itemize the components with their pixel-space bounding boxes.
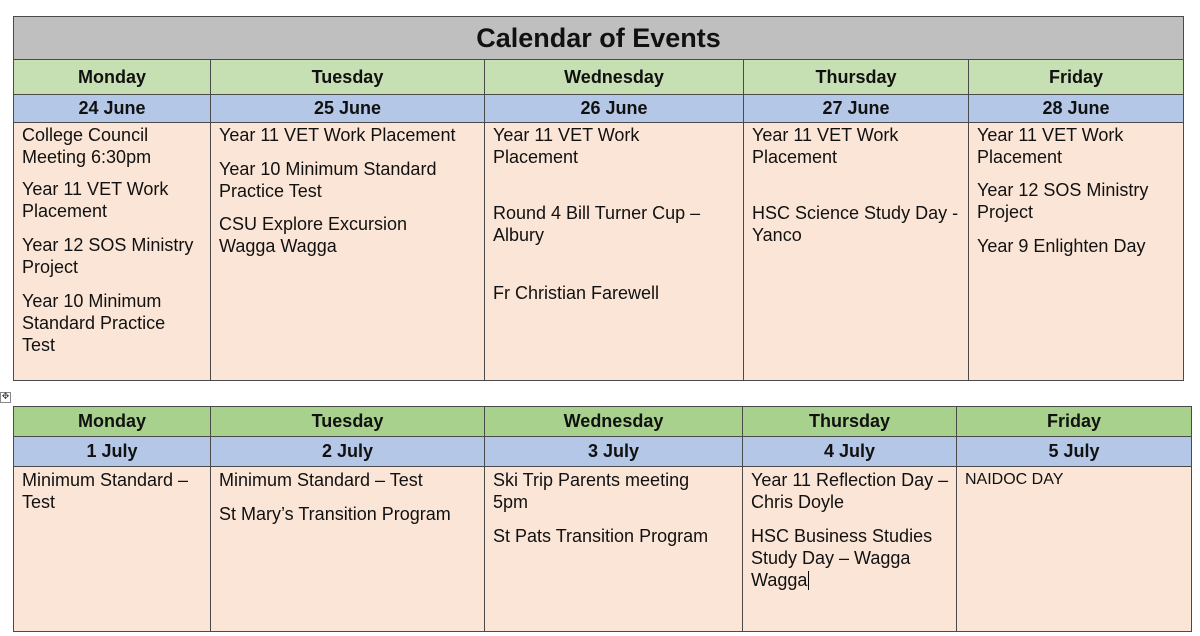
event-item: Year 10 Minimum Standard Practice Test: [219, 159, 437, 201]
move-arrows-icon[interactable]: ✥: [1, 392, 10, 402]
day-header-thursday: Thursday: [744, 60, 969, 95]
date-header-row: [14, 95, 1184, 123]
event-item: Minimum Standard – Test: [22, 470, 189, 512]
date-header-row: [14, 437, 1192, 467]
event-item-with-caret: [751, 525, 946, 591]
events-cell-thursday[interactable]: [744, 123, 969, 381]
event-item: Year 12 SOS Ministry Project: [22, 235, 194, 277]
day-header-row: [14, 60, 1184, 95]
date-header-thursday: 4 July: [743, 437, 957, 467]
date-header-wednesday: 3 July: [485, 437, 743, 467]
event-item: St Pats Transition Program: [493, 526, 709, 546]
calendar-title: Calendar of Events: [14, 17, 1184, 60]
day-header-thursday: Thursday: [743, 407, 957, 437]
events-cell-tuesday[interactable]: [211, 467, 485, 632]
day-header-friday: Friday: [969, 60, 1184, 95]
event-item: Year 11 Reflection Day – Chris Doyle: [751, 470, 949, 512]
event-item: Year 10 Minimum Standard Practice Test: [22, 291, 166, 355]
text-cursor: [808, 571, 809, 590]
day-header-tuesday: Tuesday: [211, 407, 485, 437]
calendar-table-week1: [13, 16, 1184, 381]
events-cell-tuesday[interactable]: [211, 123, 485, 381]
day-header-tuesday: Tuesday: [211, 60, 485, 95]
date-header-tuesday: 25 June: [211, 95, 485, 123]
events-cell-friday[interactable]: [957, 467, 1192, 632]
event-item: Year 11 VET Work Placement: [493, 125, 640, 167]
event-item: Year 12 SOS Ministry Project: [977, 180, 1149, 222]
events-cell-wednesday[interactable]: [485, 123, 744, 381]
date-header-friday: 5 July: [957, 437, 1192, 467]
event-item: HSC Business Studies Study Day – Wagga Wagga: [751, 526, 933, 590]
event-item: Year 11 VET Work Placement: [22, 179, 169, 221]
events-cell-friday[interactable]: [969, 123, 1184, 381]
day-header-monday: Monday: [14, 407, 211, 437]
day-header-monday: Monday: [14, 60, 211, 95]
event-item: Round 4 Bill Turner Cup – Albury: [493, 203, 701, 245]
event-item: Fr Christian Farewell: [493, 283, 660, 303]
events-cell-thursday[interactable]: [743, 467, 957, 632]
date-header-wednesday: 26 June: [485, 95, 744, 123]
event-item: Year 9 Enlighten Day: [977, 236, 1146, 256]
events-cell-monday[interactable]: [14, 467, 211, 632]
event-item: Year 11 VET Work Placement: [752, 125, 899, 167]
event-item: St Mary’s Transition Program: [219, 504, 451, 524]
date-header-monday: 24 June: [14, 95, 211, 123]
event-item: CSU Explore Excursion Wagga Wagga: [219, 214, 408, 256]
events-row: [14, 467, 1192, 632]
events-row: [14, 123, 1184, 381]
event-item: Minimum Standard – Test: [219, 470, 423, 490]
event-item: HSC Science Study Day - Yanco: [752, 203, 959, 245]
day-header-friday: Friday: [957, 407, 1192, 437]
event-item: NAIDOC DAY: [965, 471, 1064, 488]
event-item: Year 11 VET Work Placement: [977, 125, 1124, 167]
day-header-wednesday: Wednesday: [485, 407, 743, 437]
event-item: Year 11 VET Work Placement: [219, 125, 456, 145]
events-cell-wednesday[interactable]: [485, 467, 743, 632]
date-header-monday: 1 July: [14, 437, 211, 467]
date-header-thursday: 27 June: [744, 95, 969, 123]
date-header-tuesday: 2 July: [211, 437, 485, 467]
calendar-table-week2: [13, 406, 1192, 632]
day-header-row: [14, 407, 1192, 437]
day-header-wednesday: Wednesday: [485, 60, 744, 95]
events-cell-monday[interactable]: [14, 123, 211, 381]
event-item: College Council Meeting 6:30pm: [22, 125, 152, 167]
date-header-friday: 28 June: [969, 95, 1184, 123]
event-item: Ski Trip Parents meeting 5pm: [493, 470, 690, 512]
